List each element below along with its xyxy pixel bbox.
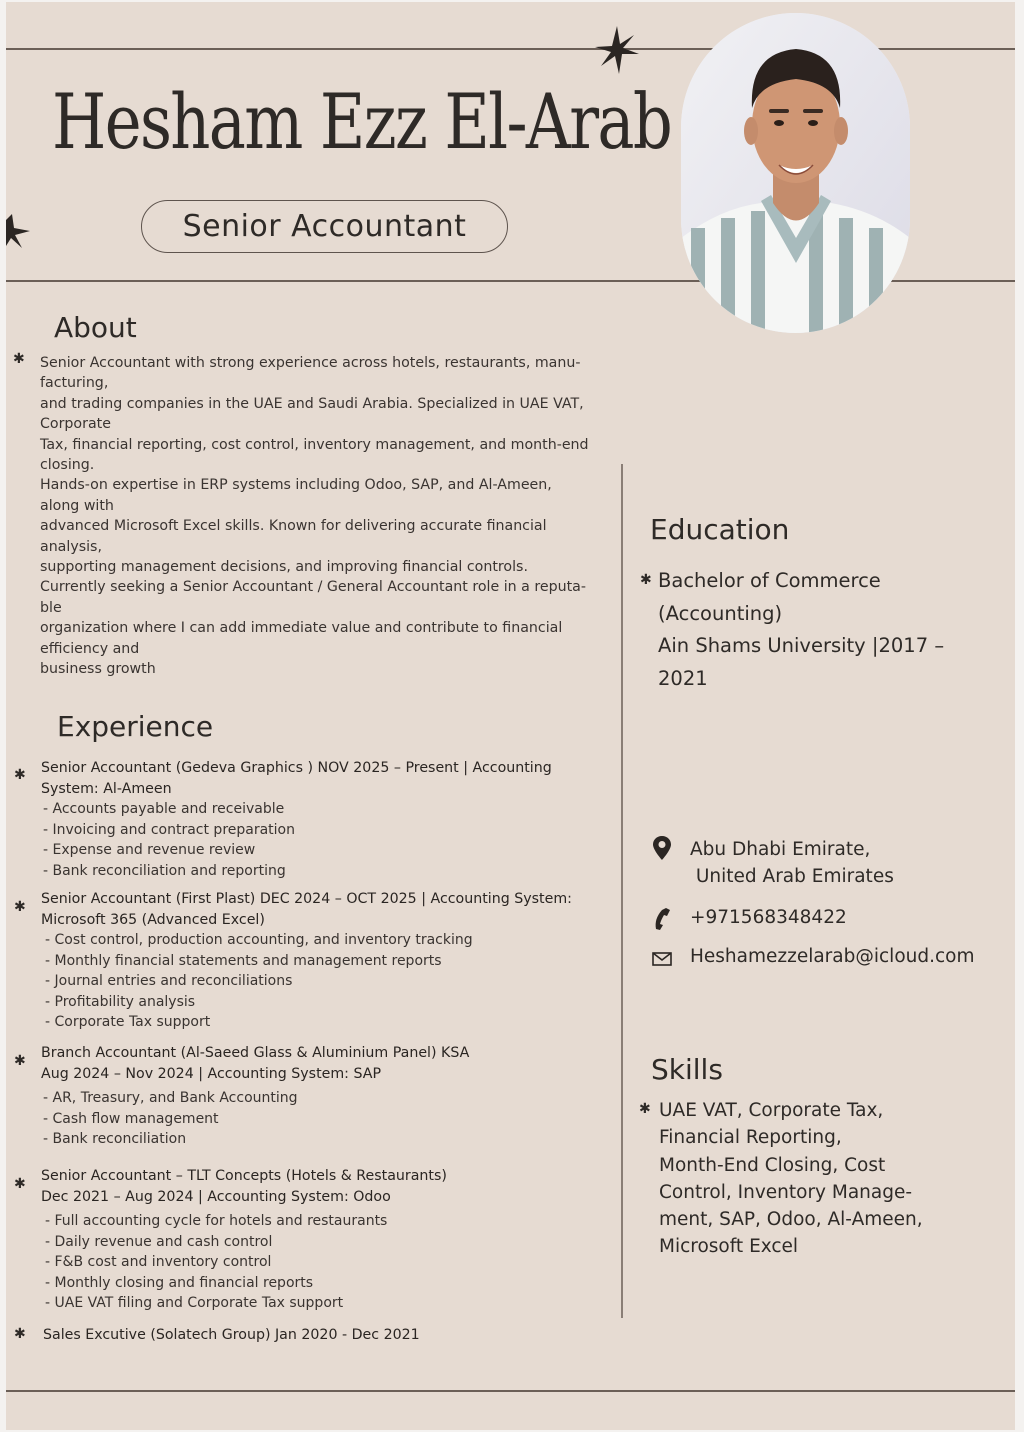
- skills-heading: Skills: [651, 1053, 723, 1086]
- map-pin-icon: [652, 836, 672, 860]
- job-duty: - UAE VAT filing and Corporate Tax support: [45, 1295, 344, 1311]
- job-duty: - Daily revenue and cash control: [45, 1233, 273, 1250]
- about-line: business growth: [40, 661, 156, 678]
- about-line: Currently seeking a Senior Accountant / General Accountant role in a reputa-: [40, 579, 586, 596]
- job-duty: - Cash flow management: [43, 1110, 219, 1127]
- skills-list: [659, 1097, 923, 1261]
- about-line: analysis,: [40, 538, 102, 555]
- job-title-badge: [141, 200, 508, 253]
- job-header: Senior Accountant (First Plast) DEC 2024 – OCT 2025 | Accounting System:: [41, 891, 572, 907]
- phone-link[interactable]: +971568348422: [690, 907, 847, 928]
- column-divider: [621, 464, 623, 1318]
- bullet-star-icon: ✱: [14, 767, 26, 783]
- bullet-star-icon: ✱: [14, 1326, 26, 1342]
- job-header: Aug 2024 – Nov 2024 | Accounting System: SAP: [41, 1065, 381, 1082]
- education-line: Bachelor of Commerce: [658, 569, 881, 592]
- job-entry: [41, 1166, 447, 1314]
- job-header: Dec 2021 – Aug 2024 | Accounting System: Odoo: [41, 1188, 391, 1205]
- location-line: Abu Dhabi Emirate,: [690, 839, 871, 860]
- skills-line: Financial Reporting,: [659, 1127, 842, 1149]
- job-header: Branch Accountant (Al-Saeed Glass & Aluminium Panel) KSA: [41, 1045, 470, 1061]
- job-duty: - Corporate Tax support: [45, 1014, 211, 1030]
- about-line: Tax, financial reporting, cost control, inventory management, and month-end: [40, 436, 589, 453]
- footer-rule: [6, 1390, 1015, 1392]
- email-link[interactable]: Heshamezzelarab@icloud.com: [690, 946, 975, 967]
- skills-line: Control, Inventory Manage-: [659, 1181, 913, 1203]
- sparkle-star-icon: [6, 213, 30, 251]
- bullet-star-icon: ✱: [639, 1101, 651, 1117]
- job-duty: - Monthly financial statements and management reports: [45, 952, 442, 969]
- job-entry: [43, 1325, 420, 1346]
- job-duty: - F&B cost and inventory control: [45, 1254, 272, 1270]
- job-header: Microsoft 365 (Advanced Excel): [41, 911, 265, 928]
- about-line: Senior Accountant with strong experience across hotels, restaurants, manu-: [40, 355, 581, 371]
- job-duty: - Profitability analysis: [45, 993, 196, 1010]
- job-duty: - Invoicing and contract preparation: [43, 821, 295, 838]
- job-duty: - Monthly closing and financial reports: [45, 1274, 314, 1291]
- job-header: System: Al-Ameen: [41, 780, 172, 797]
- education-line: 2021: [658, 666, 708, 690]
- job-header: Senior Accountant (Gedeva Graphics ) NOV 2025 – Present | Accounting: [41, 760, 552, 776]
- education-heading: Education: [650, 513, 790, 546]
- skills-line: Microsoft Excel: [659, 1236, 799, 1258]
- about-line: facturing,: [40, 375, 109, 392]
- education-line: Ain Shams University |2017 –: [658, 634, 945, 657]
- about-line: ble: [40, 599, 62, 616]
- contact-email: [652, 946, 975, 970]
- skills-line: Month-End Closing, Cost: [659, 1154, 886, 1176]
- skills-line: UAE VAT, Corporate Tax,: [659, 1100, 884, 1121]
- job-duty: - Full accounting cycle for hotels and restaurants: [45, 1213, 388, 1229]
- skills-line: ment, SAP, Odoo, Al-Ameen,: [659, 1209, 923, 1231]
- about-line: Hands-on expertise in ERP systems including Odoo, SAP, and Al-Ameen,: [40, 477, 552, 494]
- bullet-star-icon: ✱: [640, 572, 652, 588]
- job-duty: - Expense and revenue review: [43, 842, 256, 858]
- contact-phone: [652, 907, 847, 931]
- job-duty: - Bank reconciliation: [43, 1131, 187, 1147]
- candidate-name: Hesham Ezz El-Arab: [52, 77, 672, 166]
- about-line: closing.: [40, 457, 95, 474]
- job-duty: - Accounts payable and receivable: [43, 801, 285, 817]
- job-header: Sales Excutive (Solatech Group) Jan 2020 - Dec 2021: [43, 1327, 420, 1343]
- about-line: advanced Microsoft Excel skills. Known for delivering accurate financial: [40, 518, 547, 535]
- job-entry: [41, 1043, 469, 1150]
- bullet-star-icon: ✱: [14, 1176, 26, 1192]
- mail-icon: [652, 946, 672, 970]
- profile-photo: [681, 13, 910, 333]
- about-line: Corporate: [40, 416, 111, 433]
- bullet-star-icon: ✱: [13, 351, 25, 367]
- job-duty: - AR, Treasury, and Bank Accounting: [43, 1090, 298, 1106]
- experience-heading: Experience: [57, 710, 214, 743]
- bullet-star-icon: ✱: [14, 899, 26, 915]
- job-duty: - Journal entries and reconciliations: [45, 973, 293, 989]
- bullet-star-icon: ✱: [14, 1053, 26, 1069]
- person-portrait-icon: [681, 13, 910, 333]
- job-header: Senior Accountant – TLT Concepts (Hotels & Restaurants): [41, 1168, 447, 1184]
- about-line: efficiency and: [40, 640, 140, 657]
- about-line: supporting management decisions, and improving financial controls.: [40, 559, 528, 576]
- about-line: and trading companies in the UAE and Saudi Arabia. Specialized in UAE VAT,: [40, 395, 584, 412]
- about-line: organization where I can add immediate value and contribute to financial: [40, 620, 563, 637]
- job-title: Senior Accountant: [182, 209, 467, 244]
- contact-location: [652, 836, 894, 890]
- job-entry: [41, 889, 572, 1033]
- sparkle-star-icon: [594, 26, 640, 74]
- job-duty: - Cost control, production accounting, and inventory tracking: [45, 932, 473, 948]
- education-entry: [658, 565, 944, 695]
- location-line: United Arab Emirates: [690, 866, 894, 887]
- job-entry: [41, 758, 552, 881]
- about-text: [40, 353, 590, 680]
- about-heading: About: [54, 311, 137, 344]
- job-duty: - Bank reconciliation and reporting: [43, 862, 286, 879]
- phone-icon: [652, 907, 672, 931]
- education-line: (Accounting): [658, 601, 783, 625]
- about-line: along with: [40, 497, 114, 514]
